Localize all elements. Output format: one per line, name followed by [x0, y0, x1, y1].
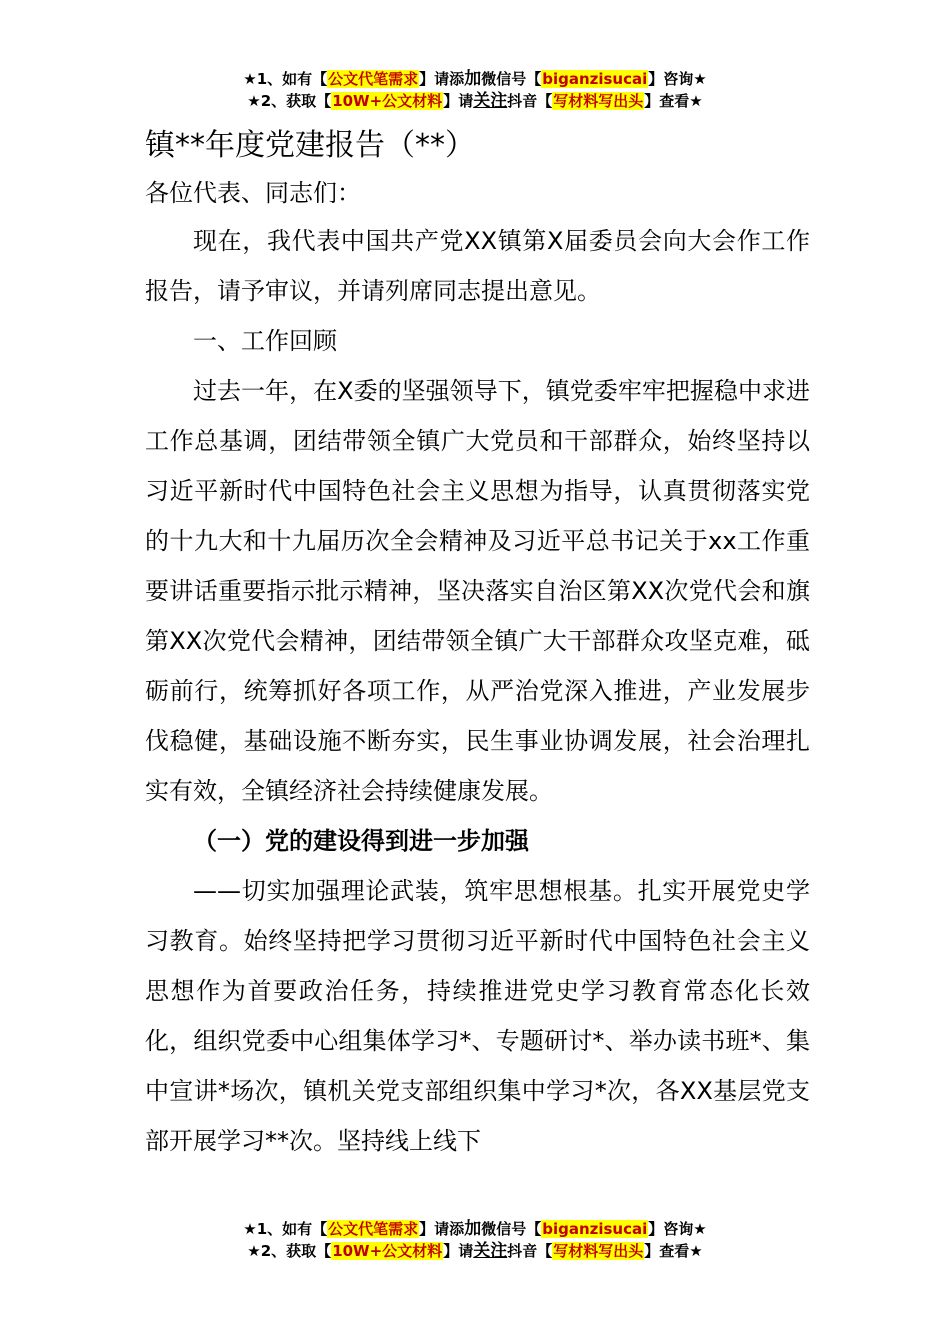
bottom-banner	[0, 1218, 950, 1262]
paragraph-intro: 现在，我代表中国共产党XX镇第X届委员会向大会作工作报告，请予审议，并请列席同志提出意见。	[145, 227, 810, 305]
banner-highlight: 公文代笔需求	[328, 70, 419, 88]
banner-text: 关注	[473, 1241, 508, 1261]
banner-highlight: 公文代笔需求	[328, 1220, 419, 1238]
banner-text: 关注	[473, 91, 508, 111]
banner-text: 】请添	[419, 1220, 465, 1238]
banner-text: 】咨询★	[648, 1220, 707, 1238]
banner-wechat-id: biganzisucai	[542, 70, 648, 88]
top-banner	[0, 68, 950, 112]
banner-line-1	[0, 68, 950, 90]
document-title: 镇**年度党建报告（**）	[145, 128, 475, 163]
banner-highlight: 写材料写出头	[553, 92, 644, 110]
banner-highlight: 10W+公文材料	[332, 92, 443, 110]
banner-text: 】查看★	[644, 1242, 703, 1260]
banner-text: 加	[464, 1219, 482, 1239]
salutation: 各位代表、同志们：	[145, 179, 361, 207]
banner-text: 】咨询★	[648, 70, 707, 88]
banner-text: 】请	[443, 92, 474, 110]
banner-text: 加	[464, 69, 482, 89]
banner-text: ★2、获取【	[247, 1242, 332, 1260]
banner-highlight: 写材料写出头	[553, 1242, 644, 1260]
banner-line-2	[0, 90, 950, 112]
banner-text: ★1、如有【	[243, 70, 328, 88]
banner-text: 】查看★	[644, 92, 703, 110]
paragraph-theory: ——切实加强理论武装，筑牢思想根基。扎实开展党史学习教育。始终坚持把学习贯彻习近平新时代中国特色社会主义思想作为首要政治任务，持续推进党史学习教育常态化长效化，组织党委中心组集体学习*、专题研讨*、举办读书班*、集中宣讲*场次，镇机关党支部组织集中学习*次，各XX基层党支部开展学习**次。坚持线上线下	[145, 877, 810, 1155]
banner-line-2	[0, 1240, 950, 1262]
banner-text: 抖音【	[507, 92, 553, 110]
banner-text: ★2、获取【	[247, 92, 332, 110]
banner-text: 】请	[443, 1242, 474, 1260]
banner-highlight: 10W+公文材料	[332, 1242, 443, 1260]
banner-text: 微信号【	[481, 1220, 542, 1238]
document-body	[145, 122, 810, 1166]
banner-text: 抖音【	[507, 1242, 553, 1260]
subsection-heading: （一）党的建设得到进一步加强	[193, 827, 529, 855]
paragraph-review: 过去一年，在X委的坚强领导下，镇党委牢牢把握稳中求进工作总基调，团结带领全镇广大党员和干部群众，始终坚持以习近平新时代中国特色社会主义思想为指导，认真贯彻落实党的十九大和十九届历次全会精神及习近平总书记关于xx工作重要讲话重要指示批示精神，坚决落实自治区第XX次党代会和旗第XX次党代会精神，团结带领全镇广大干部群众攻坚克难，砥砺前行，统筹抓好各项工作，从严治党深入推进，产业发展步伐稳健，基础设施不断夯实，民生事业协调发展，社会治理扎实有效，全镇经济社会持续健康发展。	[145, 377, 810, 805]
banner-text: ★1、如有【	[243, 1220, 328, 1238]
section-heading: 一、工作回顾	[193, 327, 337, 355]
banner-text: 微信号【	[481, 70, 542, 88]
banner-line-1	[0, 1218, 950, 1240]
banner-wechat-id: biganzisucai	[542, 1220, 648, 1238]
banner-text: 】请添	[419, 70, 465, 88]
